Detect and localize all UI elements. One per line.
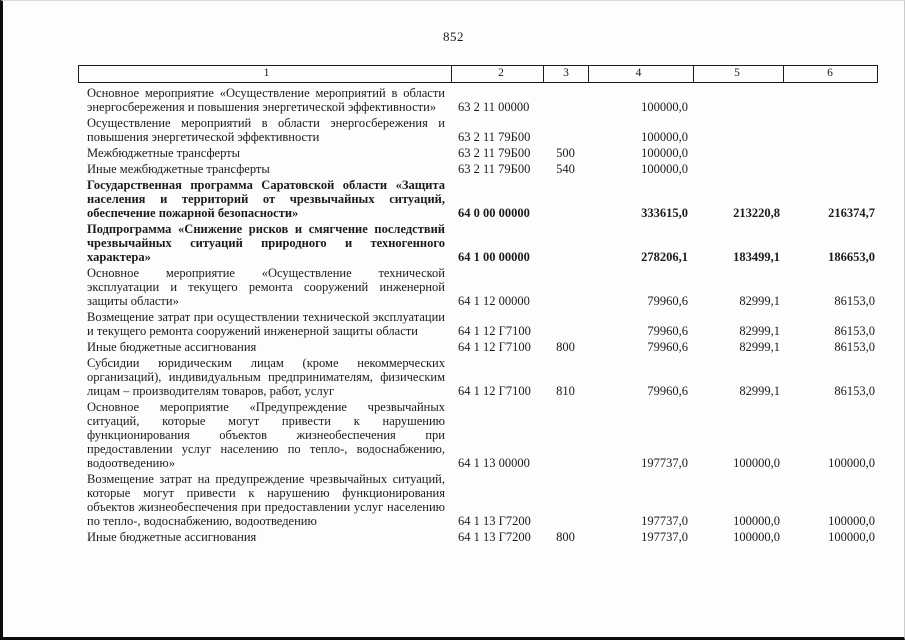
cell-expense-type: 500 — [556, 146, 575, 160]
cell-amount-col6: 186653,0 — [828, 250, 875, 264]
cell-amount-col5: 82999,1 — [739, 384, 780, 398]
table-row — [78, 356, 878, 398]
cell-amount-col5: 82999,1 — [739, 324, 780, 338]
cell-description: Иные бюджетные ассигнования — [87, 340, 257, 354]
header-col-5: 5 — [694, 66, 784, 82]
cell-code: 64 1 12 00000 — [458, 294, 530, 308]
cell-code: 64 1 12 Г7100 — [458, 340, 531, 354]
cell-amount-col6: 216374,7 — [828, 206, 875, 220]
cell-expense-type: 810 — [556, 384, 575, 398]
table-row — [78, 472, 878, 528]
page-number: 852 — [443, 29, 464, 44]
cell-description: Государственная программа Саратовской области «Защита населения и территорий от чрезвычайных ситуаций, обеспечение пожарной безопасности» — [87, 178, 445, 220]
cell-code: 63 2 11 79Б00 — [458, 162, 531, 176]
cell-amount-col5: 100000,0 — [733, 514, 780, 528]
cell-code: 64 1 13 Г7200 — [458, 514, 531, 528]
cell-description: Основное мероприятие «Предупреждение чрезвычайных ситуаций, которые могут привести к нарушению функционирования объектов жизнеобеспечения при предоставлении услуг населению по тепло-, водоснабжению, водоотведению» — [87, 400, 445, 470]
cell-code: 64 1 12 Г7100 — [458, 384, 531, 398]
cell-code: 63 2 11 79Б00 — [458, 146, 531, 160]
table-row — [78, 146, 878, 160]
cell-expense-type: 800 — [556, 340, 575, 354]
cell-description: Подпрограмма «Снижение рисков и смягчение последствий чрезвычайных ситуаций природного и техногенного характера» — [87, 222, 445, 264]
cell-amount-col5: 82999,1 — [739, 340, 780, 354]
cell-amount-col4: 79960,6 — [647, 324, 688, 338]
cell-description: Возмещение затрат при осуществлении технической эксплуатации и текущего ремонта сооружений инженерной защиты области — [87, 310, 445, 338]
cell-amount-col6: 100000,0 — [828, 456, 875, 470]
cell-amount-col6: 86153,0 — [834, 324, 875, 338]
table-row — [78, 116, 878, 144]
cell-amount-col5: 100000,0 — [733, 530, 780, 544]
cell-description: Основное мероприятие «Осуществление технической эксплуатации и текущего ремонта сооружений инженерной защиты области» — [87, 266, 445, 308]
table-row — [78, 178, 878, 220]
cell-amount-col4: 197737,0 — [641, 456, 688, 470]
cell-amount-col6: 86153,0 — [834, 294, 875, 308]
cell-amount-col4: 79960,6 — [647, 294, 688, 308]
cell-code: 64 1 13 Г7200 — [458, 530, 531, 544]
cell-amount-col5: 213220,8 — [733, 206, 780, 220]
cell-amount-col4: 278206,1 — [641, 250, 688, 264]
table-row — [78, 162, 878, 176]
cell-description: Осуществление мероприятий в области энергосбережения и повышения энергетической эффективности — [87, 116, 445, 144]
cell-description: Иные бюджетные ассигнования — [87, 530, 257, 544]
cell-amount-col6: 100000,0 — [828, 530, 875, 544]
table-row — [78, 530, 878, 544]
cell-amount-col4: 197737,0 — [641, 530, 688, 544]
cell-amount-col4: 100000,0 — [641, 162, 688, 176]
cell-amount-col4: 100000,0 — [641, 100, 688, 114]
cell-description: Возмещение затрат на предупреждение чрезвычайных ситуаций, которые могут привести к нарушению функционирования объектов жизнеобеспечения при предоставлении услуг населению по тепло-, водоснабжению, водоотведению — [87, 472, 445, 528]
cell-amount-col4: 100000,0 — [641, 146, 688, 160]
table-row — [78, 266, 878, 308]
cell-expense-type: 540 — [556, 162, 575, 176]
cell-expense-type: 800 — [556, 530, 575, 544]
table-row — [78, 222, 878, 264]
cell-amount-col4: 197737,0 — [641, 514, 688, 528]
table-row — [78, 310, 878, 338]
cell-amount-col5: 82999,1 — [739, 294, 780, 308]
cell-amount-col4: 333615,0 — [641, 206, 688, 220]
table-header-row — [78, 65, 878, 83]
cell-code: 64 0 00 00000 — [458, 206, 530, 220]
header-col-4: 4 — [589, 66, 694, 82]
cell-description: Межбюджетные трансферты — [87, 146, 241, 160]
table-row — [78, 86, 878, 114]
header-col-3: 3 — [544, 66, 589, 82]
table-body — [78, 83, 878, 544]
cell-amount-col5: 100000,0 — [733, 456, 780, 470]
cell-amount-col6: 100000,0 — [828, 514, 875, 528]
cell-amount-col4: 79960,6 — [647, 384, 688, 398]
cell-amount-col6: 86153,0 — [834, 384, 875, 398]
cell-description: Основное мероприятие «Осуществление мероприятий в области энергосбережения и повышения энергетической эффективности» — [87, 86, 445, 114]
cell-amount-col6: 86153,0 — [834, 340, 875, 354]
cell-code: 64 1 12 Г7100 — [458, 324, 531, 338]
cell-amount-col4: 100000,0 — [641, 130, 688, 144]
header-col-6: 6 — [827, 67, 833, 79]
cell-description: Субсидии юридическим лицам (кроме некоммерческих организаций), индивидуальным предпринимателям, физическим лицам – производителям товаров, работ, услуг — [87, 356, 445, 398]
table-row — [78, 340, 878, 354]
table-row — [78, 400, 878, 470]
cell-code: 63 2 11 00000 — [458, 100, 530, 114]
budget-table — [78, 65, 878, 546]
cell-amount-col5: 183499,1 — [733, 250, 780, 264]
header-col-1: 1 — [79, 66, 452, 82]
cell-code: 63 2 11 79Б00 — [458, 130, 531, 144]
cell-code: 64 1 00 00000 — [458, 250, 530, 264]
cell-code: 64 1 13 00000 — [458, 456, 530, 470]
cell-amount-col4: 79960,6 — [647, 340, 688, 354]
cell-description: Иные межбюджетные трансферты — [87, 162, 270, 176]
header-col-2: 2 — [452, 66, 544, 82]
